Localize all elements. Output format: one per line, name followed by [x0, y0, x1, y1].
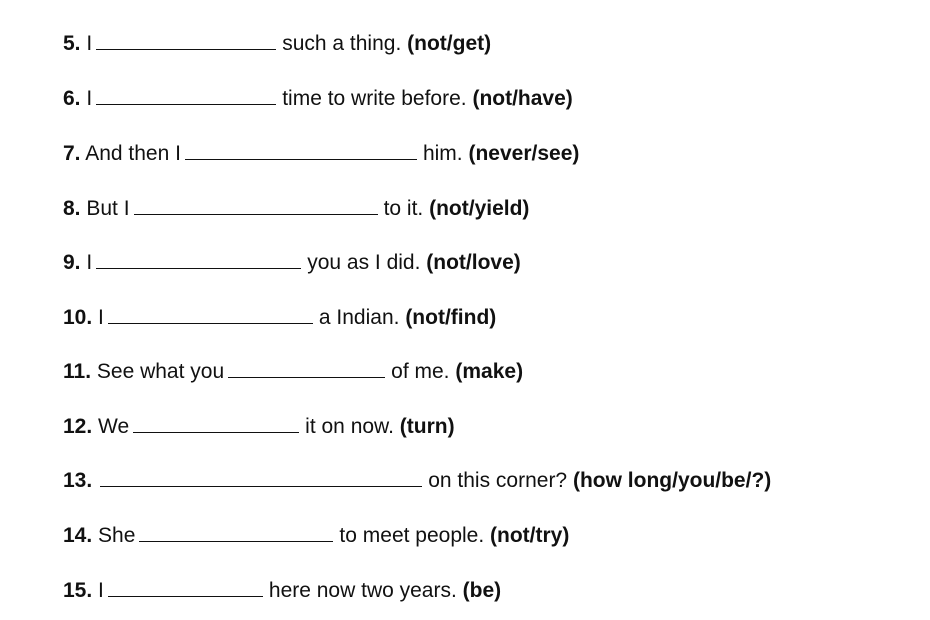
answer-blank[interactable] — [139, 521, 333, 542]
exercise-item — [63, 194, 529, 224]
verb-hint: (be) — [462, 579, 502, 602]
answer-blank[interactable] — [108, 303, 313, 324]
exercise-item — [63, 576, 501, 606]
exercise-text-before: But I — [86, 197, 130, 220]
exercise-text-before: I — [86, 32, 93, 55]
exercise-text-after: him. — [422, 142, 463, 165]
verb-hint: (how long/you/be/?) — [572, 469, 772, 492]
exercise-item — [63, 521, 569, 551]
exercise-text-before: She — [98, 524, 136, 547]
exercise-text-after: on this corner? — [428, 469, 568, 492]
exercise-text-after: it on now. — [305, 415, 394, 438]
verb-hint: (not/get) — [407, 32, 492, 55]
answer-blank[interactable] — [96, 29, 276, 50]
exercise-text-after: a Indian. — [318, 306, 400, 329]
exercise-text-after: of me. — [391, 360, 450, 383]
exercise-number: 6. — [63, 87, 81, 110]
exercise-number: 14. — [63, 524, 93, 547]
exercise-item — [63, 248, 521, 278]
exercise-text-after: such a thing. — [282, 32, 402, 55]
answer-blank[interactable] — [134, 194, 378, 215]
verb-hint: (never/see) — [468, 142, 580, 165]
exercise-number: 12. — [63, 415, 93, 438]
verb-hint: (not/try) — [490, 524, 570, 547]
answer-blank[interactable] — [185, 139, 417, 160]
exercise-number: 7. — [63, 142, 81, 165]
answer-blank[interactable] — [133, 412, 299, 433]
exercise-item — [63, 412, 455, 442]
exercise-text-before: I — [86, 251, 93, 274]
exercise-item — [63, 303, 496, 333]
exercise-text-before: I — [86, 87, 93, 110]
exercise-number: 9. — [63, 251, 81, 274]
exercise-number: 8. — [63, 197, 81, 220]
exercise-text-after: to meet people. — [339, 524, 485, 547]
verb-hint: (make) — [455, 360, 524, 383]
verb-hint: (turn) — [399, 415, 455, 438]
exercise-item — [63, 466, 771, 496]
verb-hint: (not/yield) — [429, 197, 530, 220]
exercise-number: 10. — [63, 306, 93, 329]
answer-blank[interactable] — [228, 357, 385, 378]
exercise-text-before: See what you — [96, 360, 225, 383]
verb-hint: (not/love) — [426, 251, 521, 274]
exercise-text-before: We — [98, 415, 130, 438]
verb-hint: (not/have) — [472, 87, 573, 110]
exercise-text-before: And then I — [85, 142, 181, 165]
verb-hint: (not/find) — [405, 306, 497, 329]
exercise-text-after: to it. — [383, 197, 424, 220]
answer-blank[interactable] — [108, 576, 263, 597]
exercise-number: 15. — [63, 579, 93, 602]
exercise-number: 13. — [63, 469, 93, 492]
exercise-text-after: time to write before. — [282, 87, 467, 110]
exercise-text-after: you as I did. — [307, 251, 421, 274]
answer-blank[interactable] — [96, 84, 276, 105]
exercise-number: 5. — [63, 32, 81, 55]
exercise-item — [63, 139, 579, 169]
exercise-item — [63, 84, 573, 114]
exercise-text-after: here now two years. — [268, 579, 457, 602]
exercise-number: 11. — [63, 360, 92, 383]
exercise-item — [63, 29, 491, 59]
exercise-text-before: I — [98, 579, 104, 602]
exercise-item — [63, 357, 523, 387]
exercise-text-before: I — [98, 306, 104, 329]
answer-blank[interactable] — [100, 466, 422, 487]
answer-blank[interactable] — [96, 248, 301, 269]
